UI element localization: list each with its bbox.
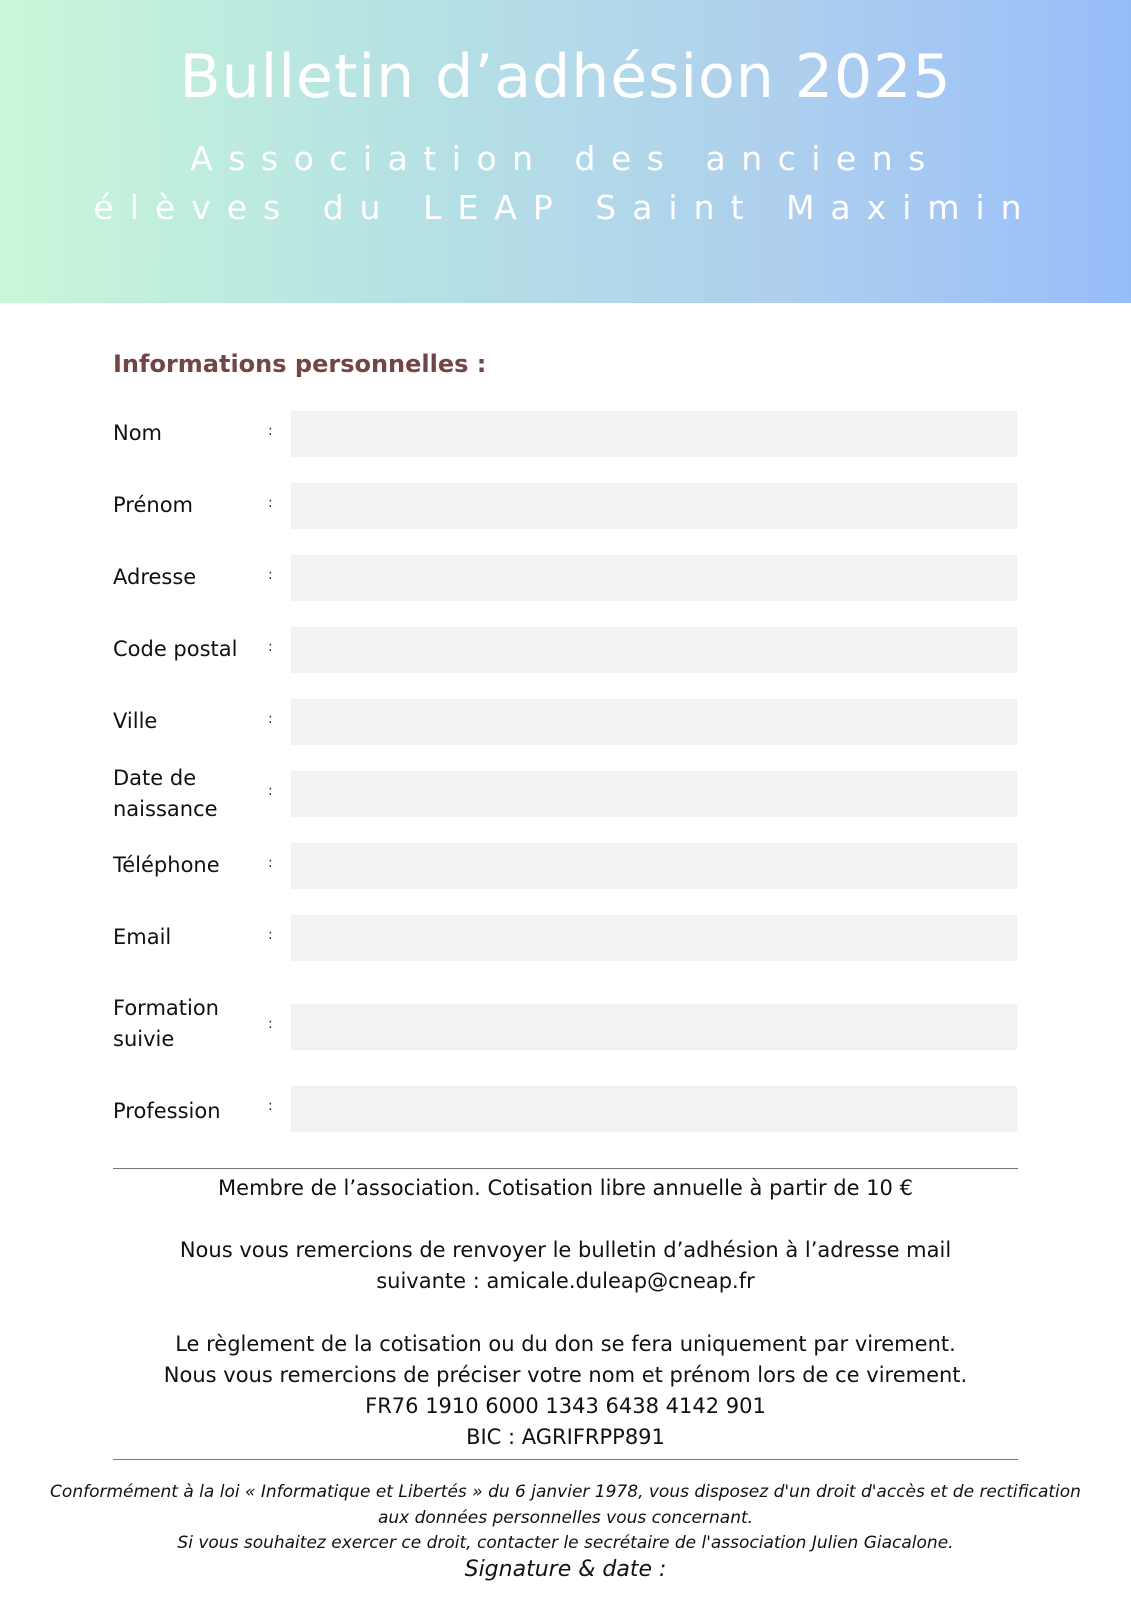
field-label-email — [113, 922, 171, 953]
colon-separator: : — [268, 711, 273, 727]
payment-instructions-line-2: Nous vous remercions de préciser votre nom et prénom lors de ce virement. — [163, 1363, 968, 1387]
bic-text: BIC : AGRIFRPP891 — [466, 1425, 665, 1449]
form-row-profession — [113, 1086, 1018, 1132]
field-label-text: Code postal — [113, 637, 238, 661]
header-banner — [0, 0, 1131, 303]
form-row-adresse — [113, 555, 1018, 601]
email-input[interactable] — [291, 915, 1017, 961]
form-row-telephone — [113, 843, 1018, 889]
divider-bottom — [113, 1459, 1018, 1460]
membership-text: Membre de l’association. Cotisation libre annuelle à partir de 10 € — [218, 1176, 913, 1200]
ville-input[interactable] — [291, 699, 1017, 745]
colon-separator: : — [268, 567, 273, 583]
return-instructions-line-2: suivante : amicale.duleap@cneap.fr — [376, 1269, 755, 1293]
colon-separator: : — [268, 1098, 273, 1114]
field-label-text-line-2: suivie — [113, 1027, 175, 1051]
formation-suivie-input[interactable] — [291, 1004, 1017, 1050]
return-instructions-line-1: Nous vous remercions de renvoyer le bulletin d’adhésion à l’adresse mail — [179, 1238, 952, 1262]
colon-separator: : — [268, 855, 273, 871]
field-label-nom — [113, 418, 162, 449]
legal-notice-line-3: Si vous souhaitez exercer ce droit, contacter le secrétaire de l'association Julien Giacalone. — [177, 1533, 954, 1553]
field-label-text: Adresse — [113, 565, 197, 589]
field-label-date-naissance — [113, 763, 218, 825]
page-title: Bulletin d’adhésion 2025 — [179, 42, 952, 112]
field-label-text-line-2: naissance — [113, 797, 218, 821]
field-label-text-line-1: Date de — [113, 766, 197, 790]
field-label-text: Ville — [113, 709, 158, 733]
nom-input[interactable] — [291, 411, 1017, 457]
field-label-text: Email — [113, 925, 172, 949]
field-label-text: Nom — [113, 421, 163, 445]
field-label-text: Prénom — [113, 493, 194, 517]
field-label-adresse — [113, 562, 196, 593]
field-label-formation-suivie — [113, 993, 219, 1055]
field-label-profession — [113, 1096, 221, 1127]
colon-separator: : — [268, 783, 273, 799]
field-label-prenom — [113, 490, 193, 521]
signature-date-label: Signature & date : — [464, 1557, 667, 1582]
form-row-formation-suivie — [113, 996, 1018, 1051]
date-naissance-input[interactable] — [291, 771, 1017, 817]
form-row-ville — [113, 699, 1018, 745]
telephone-input[interactable] — [291, 843, 1017, 889]
subtitle-line-1: Association des anciens — [190, 139, 941, 178]
subtitle-line-2: élèves du LEAP Saint Maximin — [93, 188, 1038, 227]
legal-notice-line-1: Conformément à la loi « Informatique et Libertés » du 6 janvier 1978, vous disposez d'un droit d'accès et de rectification — [50, 1482, 1081, 1502]
iban-text: FR76 1910 6000 1343 6438 4142 901 — [365, 1394, 766, 1418]
field-label-text: Téléphone — [113, 853, 220, 877]
form-row-prenom — [113, 483, 1018, 529]
form-row-email — [113, 915, 1018, 961]
colon-separator: : — [268, 423, 273, 439]
field-label-ville — [113, 706, 157, 737]
profession-input[interactable] — [291, 1086, 1017, 1132]
field-label-text: Profession — [113, 1099, 221, 1123]
section-title-personal-info: Informations personnelles : — [113, 350, 487, 378]
form-row-date-naissance — [113, 766, 1018, 821]
form-row-code-postal — [113, 627, 1018, 673]
code-postal-input[interactable] — [291, 627, 1017, 673]
payment-instructions-line-1: Le règlement de la cotisation ou du don se fera uniquement par virement. — [175, 1332, 956, 1356]
form-row-nom — [113, 411, 1018, 457]
legal-notice-line-2: aux données personnelles vous concernant. — [377, 1508, 754, 1528]
colon-separator: : — [268, 927, 273, 943]
prenom-input[interactable] — [291, 483, 1017, 529]
field-label-code-postal — [113, 634, 238, 665]
field-label-telephone — [113, 850, 220, 881]
divider-top — [113, 1168, 1018, 1169]
adresse-input[interactable] — [291, 555, 1017, 601]
colon-separator: : — [268, 639, 273, 655]
field-label-text-line-1: Formation — [113, 996, 219, 1020]
colon-separator: : — [268, 495, 273, 511]
colon-separator: : — [268, 1016, 273, 1032]
